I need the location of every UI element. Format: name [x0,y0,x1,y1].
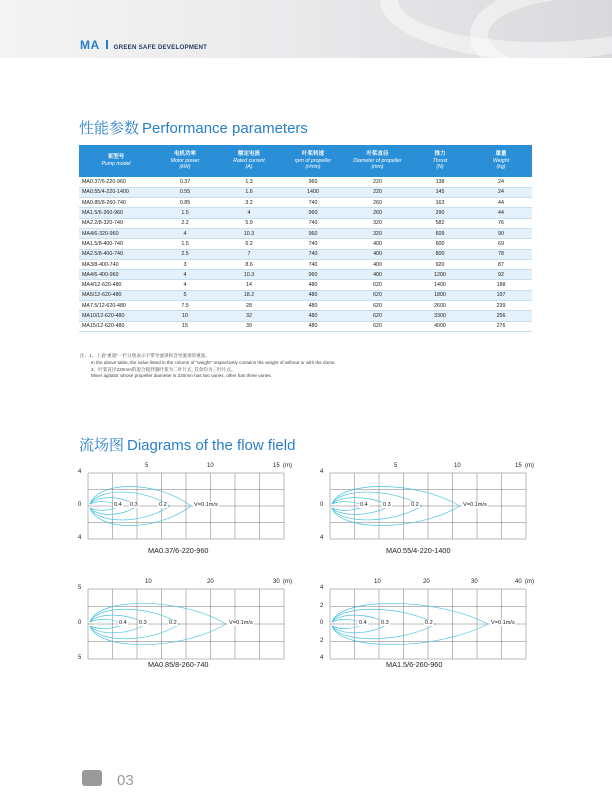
column-header-en: Motor power [170,157,200,164]
table-cell: 400 [345,259,410,269]
x-unit-label: (m) [283,579,292,585]
y-tick-label: 0 [78,620,82,626]
table-cell: 1400 [281,187,345,197]
table-row [79,198,532,208]
table-cell: 400 [345,249,410,259]
table-cell: 620 [345,280,410,290]
table-row [79,311,532,321]
column-header-en: rpm of propeller [294,157,332,164]
table-cell: 620 [345,311,410,321]
table-cell: 1.3 [217,177,281,187]
model-cell: MA0.55/4-220-1400 [79,187,153,197]
column-header-unit: (N) [436,164,444,171]
y-tick-label: 4 [320,585,324,591]
x-tick-label: 10 [374,579,381,585]
table-cell: 32 [217,311,281,321]
diagram-caption: MA0.85/8-260-740 [148,660,209,669]
brand-tagline: GREEN SAFE DEVELOPMENT [113,44,208,51]
x-tick-label: 30 [273,579,280,585]
velocity-contour [90,486,191,525]
table-cell: 220 [345,177,410,187]
x-tick-label: 30 [471,579,478,585]
x-tick-label: 20 [207,579,214,585]
table-cell: 740 [281,239,345,249]
y-tick-label: 2 [320,602,324,609]
contour-label: 0.4 [360,502,368,508]
column-header-zh: 叶桨转速 [301,151,324,158]
table-cell: 7 [217,249,281,259]
diagram-caption: MA0.55/4-220-1400 [386,546,451,555]
note-line: 注：1、上表"重量"一栏分别表示不带导流罩和含导流罩的重量。 [80,353,210,358]
y-tick-label: 2 [320,637,324,644]
performance-title-en: Performance parameters [142,120,308,137]
table-cell: 920 [410,259,470,269]
table-row [79,321,532,331]
model-cell: MA5/12-620-480 [79,290,153,300]
y-tick-label: 0 [320,620,324,626]
table-cell: 138 [410,177,470,187]
x-tick-label: 5 [394,463,398,469]
table-cell: 69 [470,239,532,249]
table-cell: 3300 [410,311,470,321]
table-cell: 44 [470,208,532,218]
contour-label: V=0.1m/s [491,620,515,626]
y-tick-label: 5 [78,655,82,661]
x-tick-label: 5 [145,463,149,469]
table-cell: 10.3 [217,228,281,238]
contour-label: 0.3 [381,620,389,626]
contour-label: 0.4 [119,620,127,626]
table-cell: 740 [281,259,345,269]
table-cell: 92 [470,270,532,280]
contour-label: V=0.1m/s [229,620,253,626]
model-cell: MA3/8-400-740 [79,259,153,269]
table-cell: 480 [281,290,345,300]
table-cell: 44 [470,198,532,208]
table-cell: 1800 [410,290,470,300]
column-header-zh: 叶桨直径 [366,151,389,158]
table-cell: 960 [281,208,345,218]
table-row [79,239,532,249]
x-tick-label: 10 [454,463,461,469]
brand [80,38,207,52]
y-tick-label: 4 [320,469,324,475]
performance-title [79,117,308,138]
table-cell: 10 [153,311,217,321]
contour-label: 0.4 [114,502,122,508]
table-row [79,228,532,238]
table-cell: 0.37 [153,177,217,187]
table-cell: 480 [281,311,345,321]
table-cell: 256 [470,311,532,321]
flow-title-zh: 流场图 [79,436,125,454]
velocity-contour [90,609,180,639]
column-header-unit: (kg) [496,164,506,171]
column-header [79,145,153,177]
column-header-zh: 额定电流 [237,151,260,158]
table-cell: 3.2 [217,198,281,208]
brand-mark-icon [82,770,102,786]
table-cell: 163 [410,198,470,208]
table-row [79,177,532,187]
table-cell: 620 [345,321,410,331]
table-cell: 87 [470,259,532,269]
table-cell: 480 [281,301,345,311]
velocity-contour [332,486,460,525]
x-tick-label: 20 [423,579,430,585]
column-header-zh: 推力 [434,151,446,158]
column-header [470,145,532,177]
column-header-en: Weight [492,157,510,164]
table-cell: 220 [345,187,410,197]
model-cell: MA0.37/6-220-960 [79,177,153,187]
contour-label: 0.3 [130,502,138,508]
diagram-caption: MA1.5/6-260-960 [386,660,443,669]
table-cell: 620 [345,301,410,311]
x-tick-label: 40 [515,579,522,585]
table-cell: 320 [345,218,410,228]
contour-label: 0.2 [159,502,167,508]
note-line: Mixer agitator whose propeller diameter is 220mm has two vanes, other has three vanes. [91,373,272,379]
table-cell: 800 [410,249,470,259]
page-number: 03 [117,772,134,789]
table-cell: 2.2 [153,218,217,228]
column-header-unit: (A) [245,164,253,171]
column-header-zh: 泵型号 [107,154,125,161]
table-notes [80,353,336,380]
table-cell: 5.9 [217,218,281,228]
table-cell: 78 [470,249,532,259]
column-header [410,145,470,177]
velocity-contour [332,492,422,520]
model-cell: MA1.5/8-400-740 [79,239,153,249]
table-cell: 400 [345,239,410,249]
table-row [79,249,532,259]
table-cell: 2600 [410,301,470,311]
table-cell: 5 [153,290,217,300]
brand-divider [106,40,108,49]
table-cell: 14 [217,280,281,290]
table-cell: 260 [345,208,410,218]
column-header-unit: (mm) [371,164,384,171]
table-cell: 1.6 [217,187,281,197]
diagram-caption: MA0.37/6-220-960 [148,546,209,555]
table-cell: 480 [281,280,345,290]
model-cell: MA7.5/12-620-480 [79,301,153,311]
table-cell: 7.5 [153,301,217,311]
table-cell: 960 [281,177,345,187]
table-cell: 1200 [410,270,470,280]
header-swoosh [470,0,612,58]
y-tick-label: 5 [78,585,82,591]
table-cell: 4 [153,228,217,238]
y-tick-label: 4 [320,535,324,541]
table-cell: 480 [281,321,345,331]
table-cell: 76 [470,218,532,228]
column-header-zh: 电机功率 [173,151,196,158]
column-header [345,145,410,177]
table-cell: 290 [410,208,470,218]
brand-logo: MA [80,38,100,52]
table-cell: 600 [410,239,470,249]
note-line: 2、叶桨直径220mm的混合搅拌器叶桨为二叶片式, 其余均为三叶片式。 [91,366,236,372]
table-cell: 960 [281,270,345,280]
table-cell: 0.55 [153,187,217,197]
contour-label: 0.4 [359,620,367,626]
model-cell: MA2.2/8-320-740 [79,218,153,228]
model-cell: MA4/6-320-960 [79,228,153,238]
x-unit-label: (m) [525,579,534,585]
y-tick-label: 0 [320,502,324,508]
velocity-contour [90,603,226,644]
table-cell: 90 [470,228,532,238]
table-cell: 1400 [410,280,470,290]
column-header-en: Rated current [233,157,265,164]
table-cell: 4 [153,270,217,280]
contour-label: 0.3 [139,620,147,626]
table-cell: 18.2 [217,290,281,300]
table-cell: 320 [345,228,410,238]
column-header-en: Pump model [101,161,131,168]
table-cell: 10.3 [217,270,281,280]
column-header-unit: (kW) [179,164,191,171]
table-cell: 2.5 [153,249,217,259]
performance-table [79,145,532,332]
performance-title-zh: 性能参数 [79,119,140,137]
note-line: In the above table, the value listed in the column of "weight" respectively contains the weight of without or with the dome. [91,359,336,365]
table-cell: 740 [281,198,345,208]
y-tick-label: 4 [78,535,82,541]
x-tick-label: 15 [515,463,522,469]
table-cell: 400 [345,270,410,280]
table-cell: 8.6 [217,259,281,269]
table-cell: 740 [281,249,345,259]
column-header [153,145,217,177]
table-cell: 15 [153,321,217,331]
table-row [79,290,532,300]
column-header-unit: (r/min) [305,164,321,171]
model-cell: MA2.5/8-400-740 [79,249,153,259]
table-cell: 39 [217,321,281,331]
column-header [217,145,281,177]
contour-label: 0.2 [411,502,419,508]
model-cell: MA4/12-620-480 [79,280,153,290]
table-cell: 609 [410,228,470,238]
column-header-zh: 重量 [495,151,507,158]
table-cell: 582 [410,218,470,228]
table-cell: 1.5 [153,239,217,249]
column-header [281,145,345,177]
model-cell: MA10/12-620-480 [79,311,153,321]
contour-label: 0.3 [383,502,391,508]
x-unit-label: (m) [283,463,292,469]
table-row [79,208,532,218]
table-cell: 276 [470,321,532,331]
model-cell: MA15/12-620-480 [79,321,153,331]
table-cell: 3 [153,259,217,269]
table-cell: 197 [470,290,532,300]
flow-title [79,434,295,455]
table-row [79,259,532,269]
velocity-contour [332,603,488,644]
x-tick-label: 15 [273,463,280,469]
table-cell: 4 [153,280,217,290]
table-row [79,187,532,197]
flow-title-en: Diagrams of the flow field [127,437,296,454]
model-cell: MA0.85/8-260-740 [79,198,153,208]
table-cell: 24 [470,177,532,187]
table-cell: 5.2 [217,239,281,249]
contour-label: 0.2 [425,620,433,626]
x-unit-label: (m) [525,463,534,469]
table-cell: 239 [470,301,532,311]
model-cell: MA1.5/6-260-960 [79,208,153,218]
model-cell: MA4/6-400-960 [79,270,153,280]
table-cell: 740 [281,218,345,228]
column-header-en: Thrust [432,157,448,164]
table-row [79,218,532,228]
table-row [79,301,532,311]
table-cell: 0.85 [153,198,217,208]
table-row [79,270,532,280]
y-tick-label: 0 [78,502,82,508]
x-tick-label: 10 [207,463,214,469]
contour-label: V=0.1m/s [194,502,218,508]
table-cell: 620 [345,290,410,300]
table-cell: 188 [470,280,532,290]
table-row [79,280,532,290]
y-tick-label: 4 [78,469,82,475]
table-cell: 4 [217,208,281,218]
table-cell: 1.5 [153,208,217,218]
y-tick-label: 4 [320,655,324,661]
table-cell: 960 [281,228,345,238]
table-cell: 28 [217,301,281,311]
x-tick-label: 10 [145,579,152,585]
contour-label: V=0.1m/s [463,502,487,508]
table-cell: 4000 [410,321,470,331]
table-cell: 145 [410,187,470,197]
contour-label: 0.2 [169,620,177,626]
table-cell: 260 [345,198,410,208]
table-cell: 24 [470,187,532,197]
column-header-en: Diameter of propeller [353,157,402,164]
